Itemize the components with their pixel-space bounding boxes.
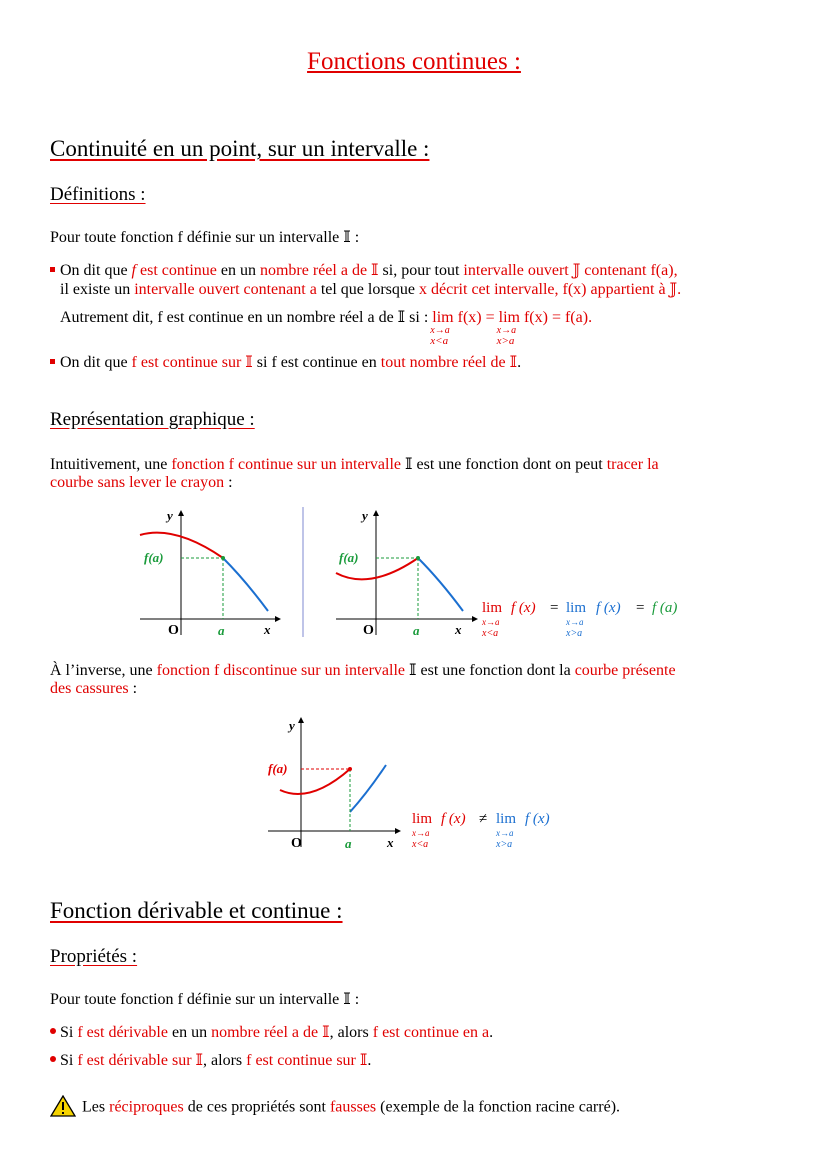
bullet-icon <box>50 267 55 272</box>
label-a: a <box>413 623 420 638</box>
formula-lim-left: lim <box>482 600 503 616</box>
curve-right-b <box>418 558 463 611</box>
discontinuity-figure <box>260 712 590 857</box>
definition-2: On dit que f est continue sur 𝕀 si f est continue en tout nombre réel de 𝕀. <box>50 354 790 372</box>
label-x: x <box>387 835 394 850</box>
graph-paragraph-2: À l’inverse, une fonction f discontinue sur un intervalle 𝕀 est une fonction dont la courbe présente <box>50 662 676 679</box>
label-x: x <box>455 622 462 637</box>
label-a: a <box>345 836 352 851</box>
formula-f-left: f (x) <box>511 600 536 616</box>
label-y: y <box>167 508 173 523</box>
bullet-dot-icon <box>50 1056 56 1062</box>
limit-right: lim x→a x>a <box>496 309 520 347</box>
label-fa: f(a) <box>268 761 288 776</box>
section-heading-derivable: Fonction dérivable et continue : <box>50 898 343 923</box>
formula-sub-right2: x>a <box>496 839 513 850</box>
section-heading-continuity: Continuité en un point, sur un intervalle : <box>50 136 430 161</box>
formula-f-right: f (x) <box>596 600 621 616</box>
label-y: y <box>362 508 368 523</box>
graph-paragraph-2-line-2: des cassures : <box>50 680 138 697</box>
label-a: a <box>218 623 225 638</box>
graph-a <box>140 508 278 638</box>
continuity-figure <box>130 505 730 645</box>
formula-f-left: f (x) <box>441 811 466 827</box>
warning-icon <box>50 1095 76 1117</box>
label-fa: f(a) <box>339 550 359 565</box>
label-o: O <box>363 623 374 638</box>
definition-1: On dit que f est continue en un nombre réel a de 𝕀 si, pour tout intervalle ouvert 𝕁 contenant f(a), <box>50 262 790 280</box>
continuity-formula <box>481 600 677 639</box>
label-y: y <box>289 718 295 733</box>
formula-f-right: f (x) <box>525 811 550 827</box>
formula-eq2: = <box>636 600 645 616</box>
point-b <box>416 556 420 560</box>
property-1: Si f est dérivable en un nombre réel a de 𝕀, alors f est continue en a. <box>50 1024 790 1042</box>
limit-left: lim x→a x<a <box>430 309 454 347</box>
formula-eq1: = <box>550 600 559 616</box>
warning-line: Les réciproques de ces propriétés sont fausses (exemple de la fonction racine carré). <box>50 1097 790 1119</box>
formula-sub-right1: x→a <box>496 828 514 838</box>
label-fa: f(a) <box>144 550 164 565</box>
point-c <box>348 767 352 771</box>
point-a <box>221 556 225 560</box>
discontinuity-formula <box>411 811 550 850</box>
formula-lim-right: lim <box>566 600 587 616</box>
label-o: O <box>168 623 179 638</box>
bullet-dot-icon <box>50 1028 56 1034</box>
subheading-properties: Propriétés : <box>50 946 138 967</box>
formula-lim-right: lim <box>496 811 517 827</box>
curve-right-c <box>350 765 386 812</box>
definition-1-limit-line: Autrement dit, f est continue en un nombre réel a de 𝕀 si : lim x→a x<a f(x) = lim x→a x>a f(x) = f(a). <box>60 309 593 347</box>
formula-sub-right1: x→a <box>566 617 584 627</box>
intro-text-1: Pour toute fonction f définie sur un intervalle 𝕀 : <box>50 229 360 246</box>
page-title: Fonctions continues : <box>307 48 521 75</box>
formula-sub-left1: x→a <box>482 617 500 627</box>
definition-1-line-2: il existe un intervalle ouvert contenant a tel que lorsque x décrit cet intervalle, f(x) appartient à 𝕁. <box>60 281 682 298</box>
intro-text-2: Pour toute fonction f définie sur un intervalle 𝕀 : <box>50 991 360 1008</box>
property-2: Si f est dérivable sur 𝕀, alors f est continue sur 𝕀. <box>50 1052 790 1070</box>
subheading-graphic: Représentation graphique : <box>50 409 255 430</box>
subheading-definitions: Définitions : <box>50 184 146 205</box>
formula-sub-left2: x<a <box>482 628 499 639</box>
curve-right-a <box>223 558 268 611</box>
formula-sub-left1: x→a <box>412 828 430 838</box>
formula-sub-left2: x<a <box>412 839 429 850</box>
label-o: O <box>291 836 302 851</box>
formula-neq: ≠ <box>479 811 488 827</box>
formula-sub-right2: x>a <box>566 628 583 639</box>
label-x: x <box>264 622 271 637</box>
bullet-icon <box>50 359 55 364</box>
formula-fa: f (a) <box>652 600 678 616</box>
formula-lim-left: lim <box>412 811 433 827</box>
graph-b <box>336 508 475 638</box>
graph-paragraph-1-line-2: courbe sans lever le crayon : <box>50 474 233 491</box>
graph-paragraph-1: Intuitivement, une fonction f continue sur un intervalle 𝕀 est une fonction dont on peut tracer la <box>50 456 659 473</box>
curve-left-c <box>280 769 350 794</box>
